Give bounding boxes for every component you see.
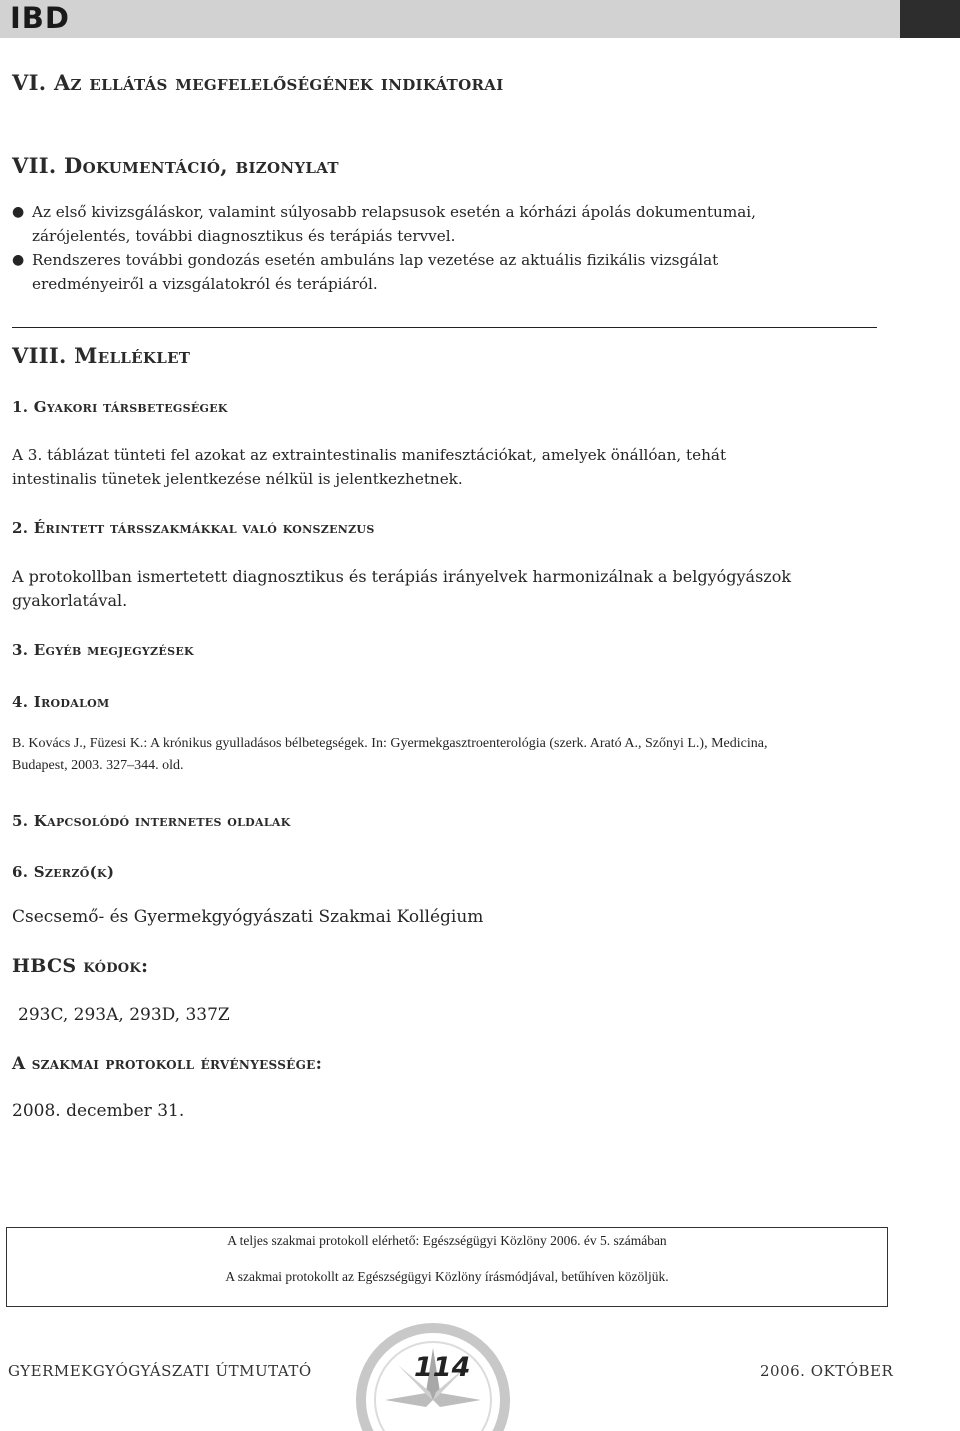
text-line: A protokollban ismertetett diagnosztikus és terápiás irányelvek harmonizálnak a belgyógyászok bbox=[12, 567, 792, 586]
header-title: IBD bbox=[10, 1, 70, 35]
text-line: gyakorlatával. bbox=[12, 591, 128, 610]
bullet-dot-icon: ● bbox=[12, 252, 25, 268]
page-number: 114 bbox=[414, 1352, 471, 1383]
reference-line: B. Kovács J., Füzesi K.: A krónikus gyulladásos bélbetegségek. In: Gyermekgasztroenterológia (szerk. Arató A., Szőnyi L.), Medicina, bbox=[12, 736, 768, 751]
subsection-6-title: 6. Szerző(k) bbox=[12, 863, 115, 881]
bullet-text-line: Az első kivizsgáláskor, valamint súlyosabb relapsusok esetén a kórházi ápolás dokumentumai, bbox=[32, 203, 756, 221]
text-line: A 3. táblázat tünteti fel azokat az extraintestinalis manifesztációkat, amelyek önállóan, tehát bbox=[12, 446, 727, 464]
subsection-2-text bbox=[12, 565, 917, 613]
section-6-title: VI. Az ellátás megfelelőségének indikátorai bbox=[12, 70, 504, 95]
section-divider bbox=[12, 327, 877, 328]
subsection-4-title: 4. Irodalom bbox=[12, 693, 110, 711]
bullet-list bbox=[12, 200, 917, 296]
bullet-text-line: Rendszeres további gondozás esetén ambuláns lap vezetése az aktuális fizikális vizsgálat bbox=[32, 251, 719, 269]
footer-notice-line-2: A szakmai protokollt az Egészségügyi Közlöny írásmódjával, betűhíven közöljük. bbox=[225, 1269, 669, 1284]
list-item bbox=[12, 200, 917, 248]
validity-date: 2008. december 31. bbox=[12, 1101, 185, 1121]
subsection-3-title: 3. Egyéb megjegyzések bbox=[12, 641, 194, 659]
header-bar bbox=[0, 0, 960, 38]
section-8-title: VIII. Melléklet bbox=[12, 343, 191, 368]
footer-date: 2006. OKTÓBER bbox=[760, 1362, 894, 1380]
list-item bbox=[12, 248, 917, 296]
bullet-text-line: zárójelentés, további diagnosztikus és terápiás tervvel. bbox=[32, 227, 456, 245]
text-line: intestinalis tünetek jelentkezése nélkül is jelentkezhetnek. bbox=[12, 470, 463, 488]
bullet-dot-icon: ● bbox=[12, 204, 25, 220]
subsection-2-title: 2. Érintett társszakmákkal való konszenzus bbox=[12, 519, 375, 537]
header-bar-dark-block bbox=[900, 0, 960, 38]
section-7-title: VII. Dokumentáció, bizonylat bbox=[12, 153, 339, 178]
footer-notice-line-1: A teljes szakmai protokoll elérhető: Egészségügyi Közlöny 2006. év 5. számában bbox=[227, 1233, 667, 1248]
hbcs-title: HBCS kódok: bbox=[12, 955, 149, 977]
bullet-text-line: eredményeiről a vizsgálatokról és terápiáról. bbox=[32, 275, 378, 293]
subsection-1-title: 1. Gyakori társbetegségek bbox=[12, 398, 228, 416]
footer-publication-title: GYERMEKGYÓGYÁSZATI ÚTMUTATÓ bbox=[8, 1362, 312, 1380]
reference-line: Budapest, 2003. 327–344. old. bbox=[12, 758, 184, 773]
validity-title: A szakmai protokoll érvényessége: bbox=[12, 1054, 323, 1074]
hbcs-codes: 293C, 293A, 293D, 337Z bbox=[18, 1005, 230, 1025]
reference-entry bbox=[12, 733, 917, 777]
subsection-1-text bbox=[12, 443, 917, 491]
subsection-5-title: 5. Kapcsolódó internetes oldalak bbox=[12, 812, 291, 830]
author-text: Csecsemő- és Gyermekgyógyászati Szakmai Kollégium bbox=[12, 907, 484, 927]
